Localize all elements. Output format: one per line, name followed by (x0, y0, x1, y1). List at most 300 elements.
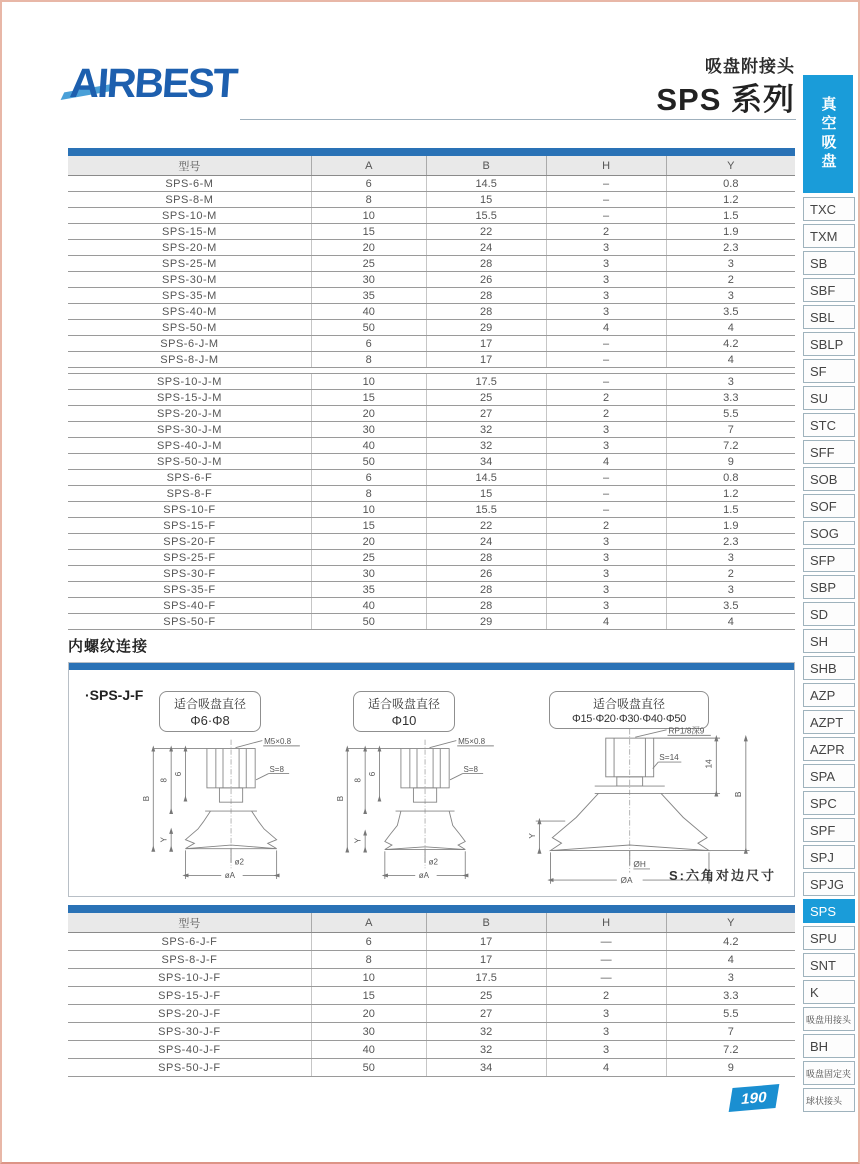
value-cell: 17.5 (426, 969, 546, 986)
value-cell: 3.3 (666, 390, 795, 405)
dimension-table-sps (68, 148, 795, 630)
table-row (68, 320, 795, 336)
value-cell: 14.5 (426, 176, 546, 191)
value-cell: 22 (426, 518, 546, 533)
value-cell: 15 (311, 224, 426, 239)
value-cell: 4 (546, 1059, 666, 1076)
model-cell: SPS-25-M (162, 257, 217, 270)
value-cell: 30 (311, 422, 426, 437)
value-cell: 8 (311, 486, 426, 501)
page-title: SPS 系列 (656, 82, 795, 117)
value-cell: – (546, 470, 666, 485)
table-row (68, 438, 795, 454)
dimension-table-sps-j-f (68, 905, 795, 1077)
svg-text:øA: øA (224, 871, 236, 881)
value-cell: 28 (426, 582, 546, 597)
value-cell: 15 (426, 486, 546, 501)
value-cell: 29 (426, 320, 546, 335)
sidebar-item-snt: SNT (803, 953, 855, 977)
table-row (68, 224, 795, 240)
column-header: 型号 (178, 160, 201, 173)
table-row (68, 486, 795, 502)
sidebar-item-spa: SPA (803, 764, 855, 788)
diagram-panel (68, 662, 795, 897)
value-cell: 32 (426, 438, 546, 453)
column-header: 型号 (178, 917, 201, 930)
value-cell: 1.2 (666, 486, 795, 501)
value-cell: 3 (546, 256, 666, 271)
sidebar-item-su: SU (803, 386, 855, 410)
value-cell: 50 (311, 320, 426, 335)
model-cell: SPS-35-F (163, 583, 216, 596)
model-cell: SPS-10-F (163, 503, 216, 516)
svg-text:6: 6 (368, 771, 377, 777)
fit-diameter-box-1 (159, 691, 261, 732)
value-cell: 4 (666, 951, 795, 968)
svg-text:RP1/8深9: RP1/8深9 (668, 725, 705, 736)
table-row (68, 502, 795, 518)
svg-text:ØH: ØH (633, 859, 646, 870)
value-cell: 3.5 (666, 598, 795, 613)
value-cell: — (546, 933, 666, 950)
model-cell: SPS-20-M (162, 241, 217, 254)
value-cell: 2 (666, 272, 795, 287)
column-header: A (311, 913, 426, 932)
model-cell: SPS-15-F (163, 519, 216, 532)
svg-text:8: 8 (159, 778, 169, 783)
sidebar-item-spu: SPU (803, 926, 855, 950)
value-cell: 1.9 (666, 224, 795, 239)
value-cell: — (546, 951, 666, 968)
value-cell: 2 (546, 406, 666, 421)
section-heading: 内螺纹连接 (68, 638, 149, 655)
value-cell: 3 (546, 566, 666, 581)
model-cell: SPS-15-M (162, 225, 217, 238)
table-row (68, 454, 795, 470)
column-header: B (426, 156, 546, 175)
value-cell: 24 (426, 534, 546, 549)
value-cell: 17 (426, 352, 546, 367)
value-cell: 10 (311, 374, 426, 389)
svg-text:Y: Y (159, 837, 169, 843)
value-cell: – (546, 208, 666, 223)
value-cell: 50 (311, 1059, 426, 1076)
table-row (68, 304, 795, 320)
model-cell: SPS-6-J-F (161, 935, 218, 948)
table-row (68, 550, 795, 566)
diagram-series-label: ·SPS-J-F (85, 687, 144, 703)
sidebar-item-azpr: AZPR (803, 737, 855, 761)
header-subtitle: 吸盘附接头 (705, 57, 795, 76)
value-cell: 10 (311, 208, 426, 223)
table-row (68, 374, 795, 390)
value-cell: 2 (546, 987, 666, 1004)
value-cell: 25 (311, 256, 426, 271)
value-cell: 1.5 (666, 502, 795, 517)
model-cell: SPS-35-M (162, 289, 217, 302)
sidebar-item-sd: SD (803, 602, 855, 626)
value-cell: 2.3 (666, 534, 795, 549)
column-header: H (546, 913, 666, 932)
value-cell: 30 (311, 272, 426, 287)
value-cell: 4 (546, 614, 666, 629)
value-cell: 1.2 (666, 192, 795, 207)
model-cell: SPS-6-J-M (160, 337, 219, 350)
svg-text:6: 6 (174, 771, 183, 777)
svg-text:S=8: S=8 (269, 764, 284, 774)
model-cell: SPS-10-M (162, 209, 217, 222)
diagram-panel-top-bar (69, 663, 794, 670)
value-cell: 3 (666, 582, 795, 597)
svg-text:B: B (335, 795, 345, 802)
value-cell: 3 (546, 582, 666, 597)
sidebar-item-spf: SPF (803, 818, 855, 842)
value-cell: 34 (426, 454, 546, 469)
table-row (68, 192, 795, 208)
value-cell: 7.2 (666, 1041, 795, 1058)
sidebar-item-sfp: SFP (803, 548, 855, 572)
svg-text:Y: Y (353, 837, 363, 844)
sidebar-item-sb: SB (803, 251, 855, 275)
value-cell: 3 (546, 304, 666, 319)
table-row (68, 518, 795, 534)
table-top-bar (68, 905, 795, 913)
value-cell: – (546, 176, 666, 191)
table-row (68, 422, 795, 438)
model-cell: SPS-30-J-F (158, 1025, 221, 1038)
value-cell: 32 (426, 422, 546, 437)
svg-text:Y: Y (526, 833, 537, 839)
value-cell: 17 (426, 933, 546, 950)
value-cell: – (546, 502, 666, 517)
value-cell: 3 (666, 256, 795, 271)
svg-text:S=8: S=8 (463, 764, 478, 774)
value-cell: 0.8 (666, 470, 795, 485)
value-cell: 2 (546, 390, 666, 405)
table-row (68, 336, 795, 352)
fit-diameter-box-3 (549, 691, 709, 729)
value-cell: 32 (426, 1023, 546, 1040)
value-cell: 30 (311, 566, 426, 581)
hex-size-note: S:六角对边尺寸 (668, 868, 776, 883)
sidebar-item-azpt: AZPT (803, 710, 855, 734)
sidebar-item-sbf: SBF (803, 278, 855, 302)
value-cell: 15 (426, 192, 546, 207)
sidebar-item-sof: SOF (803, 494, 855, 518)
value-cell: 20 (311, 1005, 426, 1022)
technical-drawing-medium-cup (333, 733, 543, 891)
model-cell: SPS-8-M (165, 193, 214, 206)
value-cell: 50 (311, 614, 426, 629)
value-cell: 27 (426, 406, 546, 421)
table-body (68, 176, 795, 630)
page-number-badge: 190 (729, 1084, 780, 1112)
column-header: B (426, 913, 546, 932)
value-cell: 20 (311, 240, 426, 255)
value-cell: – (546, 336, 666, 351)
model-cell: SPS-30-F (163, 567, 216, 580)
value-cell: 9 (666, 1059, 795, 1076)
model-cell: SPS-8-J-M (160, 353, 219, 366)
svg-text:B: B (141, 795, 151, 802)
model-cell: SPS-50-M (162, 321, 217, 334)
svg-text:ø2: ø2 (234, 857, 244, 867)
table-row (68, 614, 795, 630)
value-cell: 22 (426, 224, 546, 239)
sidebar-item-球状接头: 球状接头 (803, 1088, 855, 1112)
value-cell: 3 (666, 550, 795, 565)
model-cell: SPS-8-F (166, 487, 213, 500)
sidebar-item-txm: TXM (803, 224, 855, 248)
value-cell: 8 (311, 352, 426, 367)
model-cell: SPS-20-F (163, 535, 216, 548)
value-cell: 30 (311, 1023, 426, 1040)
value-cell: 50 (311, 454, 426, 469)
model-cell: SPS-8-J-F (161, 953, 218, 966)
sidebar-item-spj: SPJ (803, 845, 855, 869)
model-cell: SPS-50-J-M (156, 455, 222, 468)
column-header: H (546, 156, 666, 175)
value-cell: 7 (666, 1023, 795, 1040)
sidebar-item-sh: SH (803, 629, 855, 653)
value-cell: 3 (546, 1041, 666, 1058)
table-row (68, 256, 795, 272)
column-header: A (311, 156, 426, 175)
category-sidebar (801, 2, 858, 1162)
model-cell: SPS-10-J-F (158, 971, 221, 984)
svg-text:ø2: ø2 (428, 857, 438, 867)
value-cell: 24 (426, 240, 546, 255)
table-row (68, 1023, 795, 1041)
technical-drawing-small-cup (139, 733, 349, 891)
value-cell: 0.8 (666, 176, 795, 191)
value-cell: 6 (311, 176, 426, 191)
value-cell: 3 (546, 438, 666, 453)
model-cell: SPS-25-F (163, 551, 216, 564)
value-cell: 3.5 (666, 304, 795, 319)
fit-diameters: Φ6·Φ8 (190, 713, 230, 728)
fit-diameters: Φ10 (391, 713, 417, 728)
table-row (68, 1041, 795, 1059)
value-cell: – (546, 352, 666, 367)
value-cell: 27 (426, 1005, 546, 1022)
sidebar-item-txc: TXC (803, 197, 855, 221)
value-cell: 26 (426, 566, 546, 581)
value-cell: 40 (311, 438, 426, 453)
value-cell: 6 (311, 933, 426, 950)
svg-text:M5×0.8: M5×0.8 (458, 737, 486, 747)
value-cell: 7 (666, 422, 795, 437)
value-cell: 2 (546, 224, 666, 239)
value-cell: 3 (666, 288, 795, 303)
svg-text:14: 14 (703, 759, 714, 769)
sidebar-item-sbp: SBP (803, 575, 855, 599)
value-cell: 40 (311, 598, 426, 613)
table-row (68, 406, 795, 422)
table-row (68, 470, 795, 486)
sidebar-items (803, 197, 855, 1112)
value-cell: 5.5 (666, 406, 795, 421)
value-cell: 3 (546, 288, 666, 303)
fit-diameters: Φ15·Φ20·Φ30·Φ40·Φ50 (571, 713, 686, 725)
sidebar-item-sf: SF (803, 359, 855, 383)
value-cell: 3.3 (666, 987, 795, 1004)
model-cell: SPS-6-F (166, 471, 213, 484)
model-cell: SPS-15-J-M (156, 391, 222, 404)
model-cell: SPS-40-J-F (158, 1043, 221, 1056)
value-cell: 4.2 (666, 336, 795, 351)
value-cell: 35 (311, 288, 426, 303)
value-cell: 26 (426, 272, 546, 287)
value-cell: 15.5 (426, 208, 546, 223)
value-cell: 28 (426, 256, 546, 271)
value-cell: 17 (426, 951, 546, 968)
value-cell: 28 (426, 550, 546, 565)
value-cell: 34 (426, 1059, 546, 1076)
value-cell: 6 (311, 336, 426, 351)
model-cell: SPS-40-F (163, 599, 216, 612)
table-row (68, 288, 795, 304)
model-cell: SPS-30-M (162, 273, 217, 286)
value-cell: 2 (546, 518, 666, 533)
table-row (68, 390, 795, 406)
svg-text:ØA: ØA (620, 874, 633, 885)
value-cell: – (546, 374, 666, 389)
value-cell: 28 (426, 304, 546, 319)
table-top-bar (68, 148, 795, 156)
value-cell: 3 (666, 374, 795, 389)
value-cell: 10 (311, 969, 426, 986)
sidebar-item-吸盘固定夹: 吸盘固定夹 (803, 1061, 855, 1085)
fit-label: 适合吸盘直径 (367, 697, 440, 711)
value-cell: 3 (546, 1023, 666, 1040)
table-row (68, 352, 795, 368)
table-row (68, 208, 795, 224)
table-row (68, 598, 795, 614)
value-cell: 3 (666, 969, 795, 986)
table-row (68, 933, 795, 951)
model-cell: SPS-10-J-M (156, 375, 222, 388)
value-cell: 40 (311, 304, 426, 319)
value-cell: 20 (311, 534, 426, 549)
svg-text:S=14: S=14 (659, 752, 679, 763)
sidebar-item-sps: SPS (803, 899, 855, 923)
value-cell: 17.5 (426, 374, 546, 389)
value-cell: 3 (546, 1005, 666, 1022)
table-row (68, 987, 795, 1005)
model-cell: SPS-50-F (163, 615, 216, 628)
column-header: Y (666, 913, 795, 932)
column-header: Y (666, 156, 795, 175)
model-cell: SPS-50-J-F (158, 1061, 221, 1074)
value-cell: 10 (311, 502, 426, 517)
value-cell: 28 (426, 598, 546, 613)
value-cell: 32 (426, 1041, 546, 1058)
sidebar-item-sob: SOB (803, 467, 855, 491)
value-cell: 3 (546, 598, 666, 613)
table-row (68, 534, 795, 550)
value-cell: 17 (426, 336, 546, 351)
svg-text:8: 8 (353, 778, 363, 783)
value-cell: 4 (666, 320, 795, 335)
svg-text:M5×0.8: M5×0.8 (264, 737, 292, 747)
sidebar-item-k: K (803, 980, 855, 1004)
value-cell: 15.5 (426, 502, 546, 517)
table-row (68, 1005, 795, 1023)
value-cell: 25 (426, 987, 546, 1004)
value-cell: 15 (311, 987, 426, 1004)
sidebar-item-sblp: SBLP (803, 332, 855, 356)
value-cell: 3 (546, 240, 666, 255)
value-cell: 25 (311, 550, 426, 565)
value-cell: — (546, 969, 666, 986)
value-cell: 1.9 (666, 518, 795, 533)
svg-text:øA: øA (418, 871, 430, 881)
value-cell: 4.2 (666, 933, 795, 950)
value-cell: 3 (546, 272, 666, 287)
model-cell: SPS-40-M (162, 305, 217, 318)
svg-text:B: B (733, 791, 744, 798)
model-cell: SPS-40-J-M (156, 439, 222, 452)
sidebar-category-vacuum-pads: 真空吸盘 (803, 75, 853, 193)
value-cell: 4 (546, 454, 666, 469)
value-cell: 4 (546, 320, 666, 335)
sidebar-item-bh: BH (803, 1034, 855, 1058)
value-cell: 15 (311, 390, 426, 405)
value-cell: 5.5 (666, 1005, 795, 1022)
value-cell: 7.2 (666, 438, 795, 453)
model-cell: SPS-15-J-F (158, 989, 221, 1002)
table-row (68, 969, 795, 987)
table-row (68, 272, 795, 288)
value-cell: 35 (311, 582, 426, 597)
value-cell: 1.5 (666, 208, 795, 223)
value-cell: 40 (311, 1041, 426, 1058)
header-divider (240, 119, 796, 120)
sidebar-item-sff: SFF (803, 440, 855, 464)
model-cell: SPS-20-J-M (156, 407, 222, 420)
value-cell: 29 (426, 614, 546, 629)
table-row (68, 566, 795, 582)
logo-text: AIRBEST (68, 60, 238, 106)
table-row (68, 240, 795, 256)
value-cell: 20 (311, 406, 426, 421)
table-header-row (68, 156, 795, 176)
sidebar-item-sog: SOG (803, 521, 855, 545)
model-cell: SPS-20-J-F (158, 1007, 221, 1020)
sidebar-item-sbl: SBL (803, 305, 855, 329)
sidebar-item-azp: AZP (803, 683, 855, 707)
value-cell: 4 (666, 352, 795, 367)
table-row (68, 1059, 795, 1077)
sidebar-item-spc: SPC (803, 791, 855, 815)
table-row (68, 582, 795, 598)
table-header-row (68, 913, 795, 933)
fit-diameter-box-2 (353, 691, 455, 732)
value-cell: – (546, 192, 666, 207)
sidebar-item-stc: STC (803, 413, 855, 437)
fit-label: 适合吸盘直径 (592, 697, 665, 711)
value-cell: 4 (666, 614, 795, 629)
value-cell: 2 (666, 566, 795, 581)
value-cell: 3 (546, 422, 666, 437)
sidebar-item-spjg: SPJG (803, 872, 855, 896)
value-cell: 6 (311, 470, 426, 485)
value-cell: 3 (546, 550, 666, 565)
value-cell: 15 (311, 518, 426, 533)
value-cell: – (546, 486, 666, 501)
model-cell: SPS-6-M (165, 177, 214, 190)
